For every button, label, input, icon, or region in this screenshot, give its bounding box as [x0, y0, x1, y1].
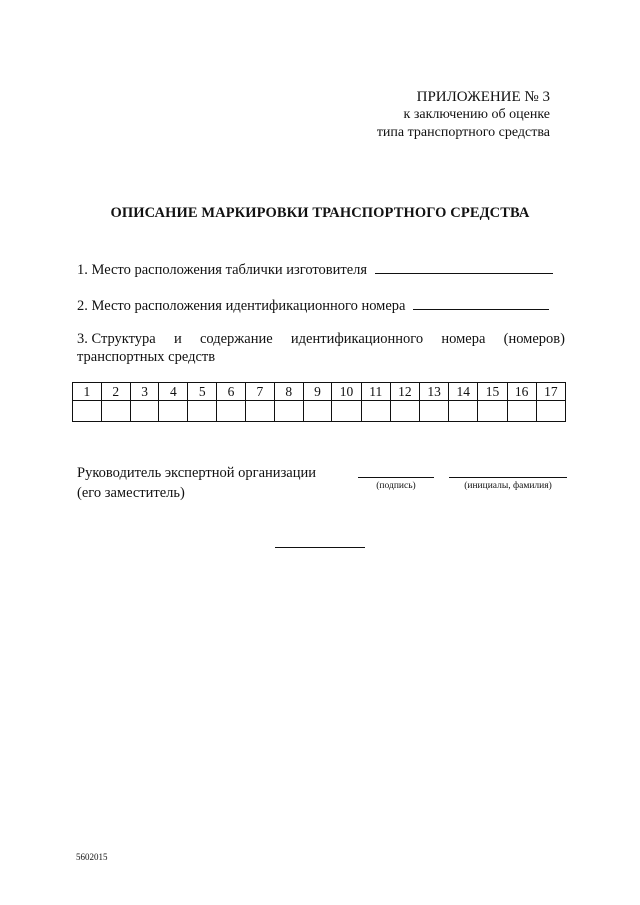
grid-header-cell: 6 [217, 383, 246, 401]
appendix-line-1: к заключению об оценке [403, 107, 550, 122]
grid-empty-cell [361, 401, 390, 422]
grid-empty-row [73, 401, 566, 422]
grid-header-cell: 14 [449, 383, 478, 401]
grid-header-cell: 3 [130, 383, 159, 401]
item-3-word: номера [441, 331, 486, 347]
appendix-header [377, 88, 550, 142]
item-3 [77, 330, 565, 366]
grid-header-cell: 5 [188, 383, 217, 401]
grid-header-cell: 17 [536, 383, 565, 401]
item-1-fill-line [375, 260, 553, 274]
grid-empty-cell [274, 401, 303, 422]
item-2-fill-line [413, 296, 549, 310]
grid-header-cell: 12 [390, 383, 419, 401]
grid-empty-cell [245, 401, 274, 422]
footer-code: 5602015 [76, 852, 108, 862]
signature-role-line-2: (его заместитель) [77, 485, 185, 501]
closing-rule [275, 547, 365, 548]
grid-empty-cell [419, 401, 448, 422]
signature-role-line-1: Руководитель экспертной организации [77, 465, 317, 481]
document-title: ОПИСАНИЕ МАРКИРОВКИ ТРАНСПОРТНОГО СРЕДСТВА [110, 205, 530, 221]
vin-structure-grid [72, 382, 566, 422]
grid-header-cell: 9 [303, 383, 332, 401]
item-3-word: и [173, 331, 182, 347]
grid-empty-cell [303, 401, 332, 422]
grid-header-cell: 8 [274, 383, 303, 401]
grid-header-cell: 16 [507, 383, 536, 401]
appendix-line-2: типа транспортного средства [376, 125, 550, 140]
item-3-line-2: транспортных средств [77, 349, 216, 365]
signature-line [358, 477, 434, 478]
grid-header-row [73, 383, 566, 401]
item-3-line-1 [77, 330, 565, 348]
grid-empty-cell [188, 401, 217, 422]
grid-header-cell: 4 [159, 383, 188, 401]
grid-empty-cell [159, 401, 188, 422]
item-3-word: содержание [199, 331, 273, 347]
grid-empty-cell [73, 401, 102, 422]
name-field [449, 477, 567, 491]
name-line [449, 477, 567, 478]
name-caption: (инициалы, фамилия) [464, 481, 552, 491]
grid-empty-cell [332, 401, 361, 422]
item-2-label: 2. Место расположения идентификационного номера [77, 298, 406, 314]
grid-header-cell: 2 [101, 383, 130, 401]
item-1-label: 1. Место расположения таблички изготовителя [77, 262, 368, 278]
appendix-title: ПРИЛОЖЕНИЕ № 3 [416, 89, 550, 105]
item-3-word: идентификационного [290, 331, 424, 347]
grid-header-cell: 11 [361, 383, 390, 401]
grid-empty-cell [449, 401, 478, 422]
grid-empty-cell [507, 401, 536, 422]
grid-header-cell: 7 [245, 383, 274, 401]
grid-header-cell: 15 [478, 383, 507, 401]
item-3-word: 3. Структура [77, 331, 156, 347]
grid-empty-cell [478, 401, 507, 422]
item-2 [77, 296, 549, 315]
signature-field [358, 477, 434, 491]
grid-empty-cell [101, 401, 130, 422]
grid-empty-cell [390, 401, 419, 422]
signature-block [77, 463, 316, 503]
item-1 [77, 260, 553, 279]
grid-empty-cell [217, 401, 246, 422]
grid-header-cell: 1 [73, 383, 102, 401]
grid-empty-cell [130, 401, 159, 422]
signature-caption: (подпись) [376, 481, 416, 491]
item-3-word: (номеров) [503, 331, 565, 347]
grid-header-cell: 10 [332, 383, 361, 401]
grid-header-cell: 13 [419, 383, 448, 401]
grid-empty-cell [536, 401, 565, 422]
